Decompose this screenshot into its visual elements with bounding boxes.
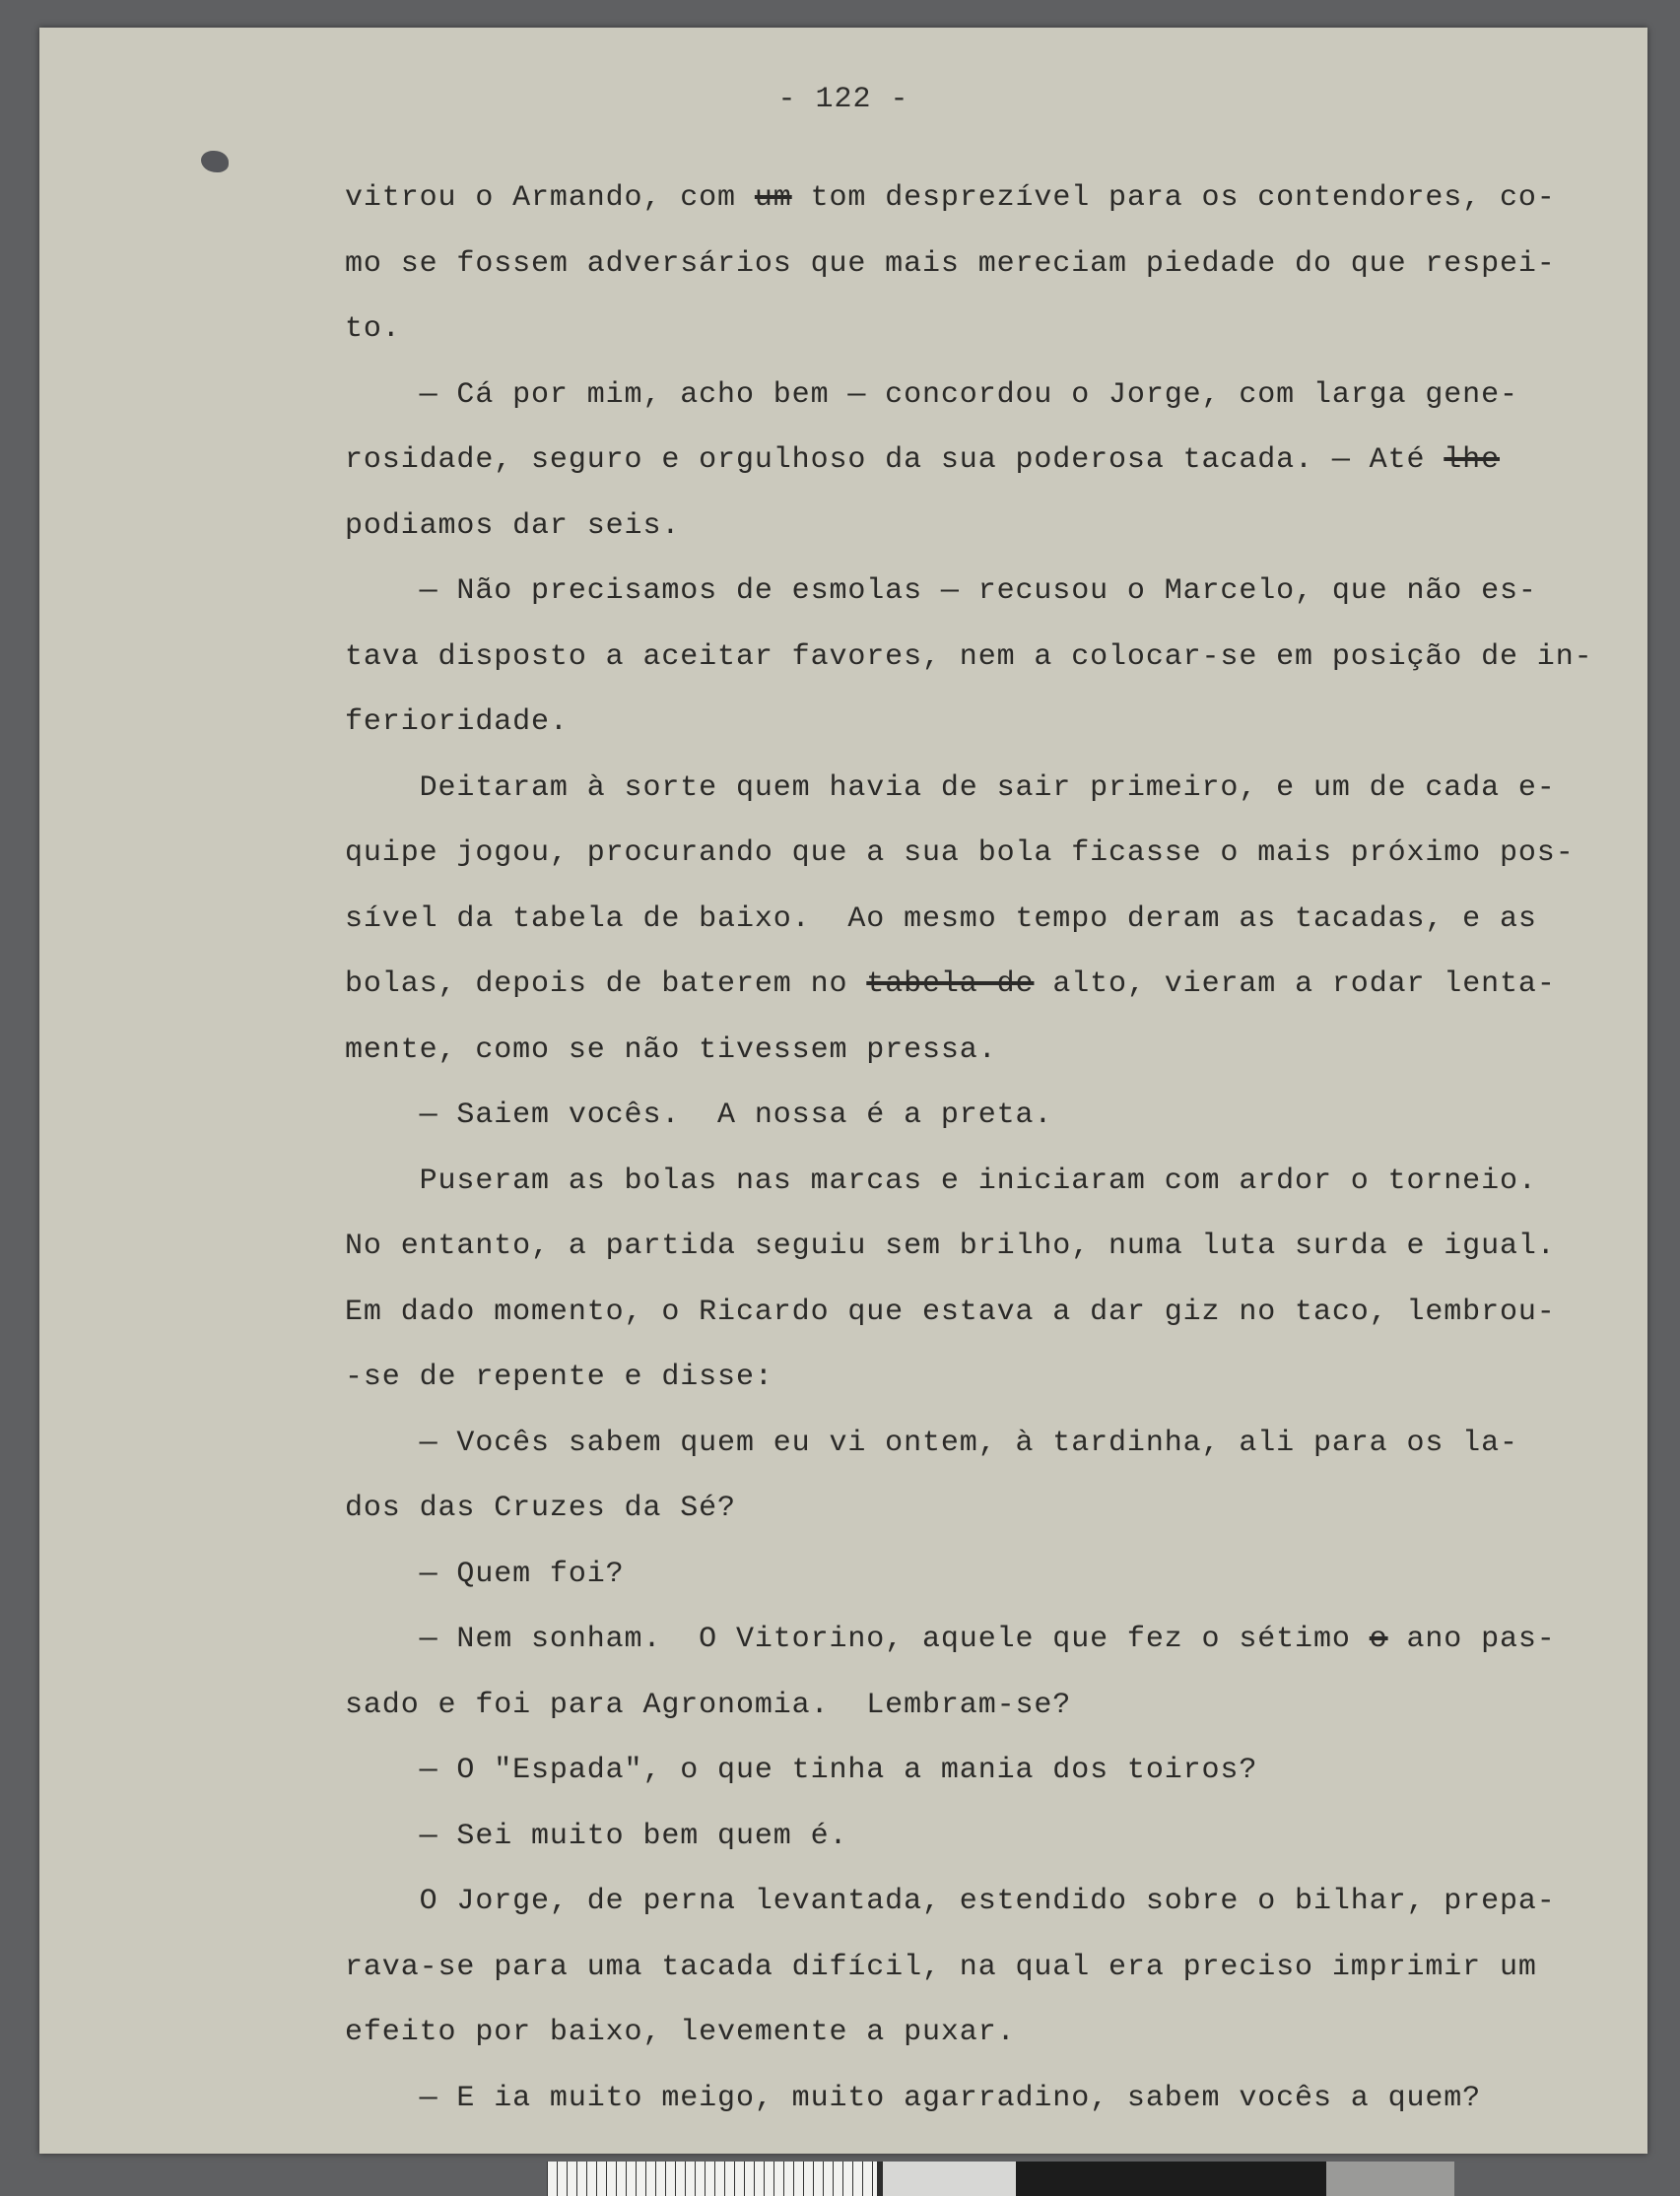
text-line: mente, como se não tivessem pressa. [345,1032,997,1067]
ruler-segment-black [1016,2162,1326,2196]
text-line: — Não precisamos de esmolas — recusou o Marcelo, que não es- [345,574,1537,608]
text-segment: ano pas- [1387,1623,1556,1656]
typed-page [39,28,1647,2154]
text-line [345,166,1665,232]
struck-through-text: o [1369,1623,1388,1656]
text-line: No entanto, a partida seguiu sem brilho, numa luta surda e igual. [345,1230,1556,1263]
text-line: — Quem foi? [345,1557,625,1591]
text-line: Puseram as bolas nas marcas e iniciaram com ardor o torneio. [345,1164,1537,1198]
text-line: to. [345,312,401,346]
text-line: quipe jogou, procurando que a sua bola ficasse o mais próximo pos- [345,836,1575,870]
struck-through-text: um [754,181,792,215]
page-number: - 122 - [777,83,909,116]
ruler-segment-grey [1326,2162,1454,2196]
text-line: podiamos dar seis. [345,508,681,543]
text-line: dos das Cruzes da Sé? [345,1492,736,1525]
struck-through-text: tabela de [866,967,1035,1001]
text-line: — E ia muito meigo, muito agarradino, sabem vocês a quem? [345,2081,1482,2115]
text-line: — O "Espada", o que tinha a mania dos toiros? [345,1754,1258,1787]
text-line: — Saiem vocês. A nossa é a preta. [345,1098,1053,1132]
text-segment: rosidade, seguro e orgulhoso da sua poderosa tacada. — Até [345,443,1445,477]
ruler-segment-light [877,2162,1016,2196]
text-line: — Sei muito bem quem é. [345,1819,848,1853]
scale-ruler [547,2162,1680,2196]
text-segment: alto, vieram a rodar lenta- [1034,967,1556,1001]
text-line: rava-se para uma tacada difícil, na qual era preciso imprimir um [345,1950,1537,1984]
text-line: ferioridade. [345,705,569,739]
text-segment: vitrou o Armando, com [345,181,755,215]
text-line: sado e foi para Agronomia. Lembram-se? [345,1688,1072,1722]
struck-through-text: lhe [1444,443,1500,477]
text-line [345,952,1665,1018]
text-segment: — Nem sonham. O Vitorino, aquele que fez o sétimo [345,1623,1370,1656]
text-line: sível da tabela de baixo. Ao mesmo tempo deram as tacadas, e as [345,901,1537,936]
text-line: Deitaram à sorte quem havia de sair primeiro, e um de cada e- [345,770,1556,805]
text-line: -se de repente e disse: [345,1361,773,1394]
body-text [345,166,1665,2131]
text-line: tava disposto a aceitar favores, nem a colocar-se em posição de in- [345,639,1593,674]
text-line: — Cá por mim, acho bem — concordou o Jorge, com larga gene- [345,377,1518,412]
text-line [345,1607,1665,1673]
text-line: O Jorge, de perna levantada, estendido sobre o bilhar, prepa- [345,1885,1556,1918]
ruler-ticks [547,2162,877,2196]
text-line [345,428,1665,494]
text-line: — Vocês sabem quem eu vi ontem, à tardinha, ali para os la- [345,1426,1518,1460]
punch-hole [201,151,229,172]
text-line: Em dado momento, o Ricardo que estava a dar giz no taco, lembrou- [345,1295,1556,1329]
text-segment: bolas, depois de baterem no [345,967,867,1001]
text-line: efeito por baixo, levemente a puxar. [345,2016,1016,2049]
text-line: mo se fossem adversários que mais mereciam piedade do que respei- [345,246,1556,281]
text-segment: tom desprezível para os contendores, co- [791,181,1556,215]
